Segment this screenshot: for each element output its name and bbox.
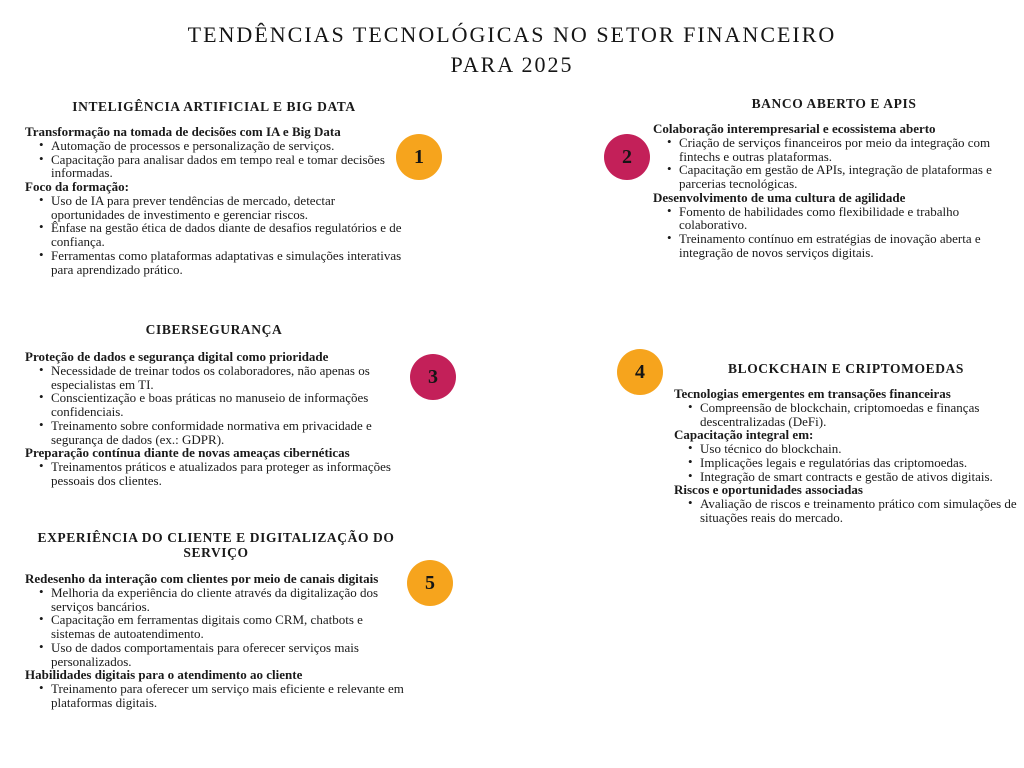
group-label: Preparação contínua diante de novas ameaças cibernéticas xyxy=(25,445,350,461)
section-ciberseguranca xyxy=(25,322,403,488)
section-5-body xyxy=(25,572,407,710)
group-label: Colaboração interempresarial e ecossistema aberto xyxy=(653,121,936,136)
badge-number-5: 5 xyxy=(425,571,435,594)
bullet-item: • Compreensão de blockchain, criptomoedas e finanças descentralizadas (DeFi). xyxy=(674,401,1018,429)
group-label: Habilidades digitais para o atendimento ao cliente xyxy=(25,667,303,683)
bullet-item: • Fomento de habilidades como flexibilidade e trabalho colaborativo. xyxy=(653,205,1015,233)
bullet-item: • Capacitação para analisar dados em tempo real e tomar decisões informadas. xyxy=(25,153,403,181)
section-number-badge-4 xyxy=(617,349,663,395)
group-label: Tecnologias emergentes em transações financeiras xyxy=(674,386,951,401)
group-label: Redesenho da interação com clientes por meio de canais digitais xyxy=(25,571,379,586)
section-banco-aberto-apis xyxy=(653,96,1015,260)
badge-number-1: 1 xyxy=(414,145,424,168)
bullet-item: • Automação de processos e personalização de serviços. xyxy=(25,139,403,153)
group-label: Foco da formação: xyxy=(25,179,129,195)
section-3-body xyxy=(25,350,403,488)
page-title-line-1: TENDÊNCIAS TECNOLÓGICAS NO SETOR FINANCEIRO xyxy=(187,22,837,47)
bullet-item: • Necessidade de treinar todos os colaboradores, não apenas os especialistas em TI. xyxy=(25,364,403,392)
section-number-badge-3 xyxy=(410,354,456,400)
section-1-heading: INTELIGÊNCIA ARTIFICIAL E BIG DATA xyxy=(72,99,356,114)
group-label: Capacitação integral em: xyxy=(674,427,814,443)
section-inteligencia-artificial-big-data xyxy=(25,99,403,276)
bullet-item: • Treinamento sobre conformidade normativa em privacidade e segurança de dados (ex.: GDPR). xyxy=(25,419,403,447)
badge-number-3: 3 xyxy=(428,365,438,388)
section-number-badge-2 xyxy=(604,134,650,180)
section-number-badge-1 xyxy=(396,134,442,180)
section-2-heading: BANCO ABERTO E APIS xyxy=(751,96,917,111)
bullet-item: • Treinamento para oferecer um serviço mais eficiente e relevante em plataformas digitais. xyxy=(25,682,407,710)
section-1-body xyxy=(25,125,403,276)
group-label: Proteção de dados e segurança digital como prioridade xyxy=(25,349,329,364)
section-4-body xyxy=(674,387,1018,525)
bullet-item: • Uso de IA para prever tendências de mercado, detectar oportunidades de investimento e gerenciar riscos. xyxy=(25,194,403,222)
bullet-item: • Criação de serviços financeiros por meio da integração com fintechs e outras plataformas. xyxy=(653,136,1015,164)
page-title xyxy=(0,20,1024,80)
badge-number-4: 4 xyxy=(635,360,645,383)
section-2-body xyxy=(653,122,1015,260)
page-title-line-2: PARA 2025 xyxy=(450,52,574,77)
bullet-item: • Conscientização e boas práticas no manuseio de informações confidenciais. xyxy=(25,391,403,419)
badge-number-2: 2 xyxy=(622,145,632,168)
section-number-badge-5 xyxy=(407,560,453,606)
group-label: Desenvolvimento de uma cultura de agilidade xyxy=(653,189,906,205)
section-experiencia-cliente-digitalizacao xyxy=(25,530,407,710)
group-label: Transformação na tomada de decisões com IA e Big Data xyxy=(25,124,341,139)
bullet-item: • Treinamento contínuo em estratégias de inovação aberta e integração de novos serviços digitais. xyxy=(653,232,1015,260)
bullet-item: • Capacitação em ferramentas digitais como CRM, chatbots e sistemas de autoatendimento. xyxy=(25,613,407,641)
bullet-item: • Melhoria da experiência do cliente através da digitalização dos serviços bancários. xyxy=(25,586,407,614)
bullet-item: • Capacitação em gestão de APIs, integração de plataformas e parcerias tecnológicas. xyxy=(653,163,1015,191)
bullet-item: • Integração de smart contracts e gestão de ativos digitais. xyxy=(674,470,1018,484)
section-3-heading: CIBERSEGURANÇA xyxy=(145,322,283,337)
bullet-item: • Treinamentos práticos e atualizados para proteger as informações pessoais dos clientes. xyxy=(25,460,403,488)
bullet-item: • Uso técnico do blockchain. xyxy=(674,442,1018,456)
section-5-heading: EXPERIÊNCIA DO CLIENTE E DIGITALIZAÇÃO DO SERVIÇO xyxy=(37,530,395,560)
bullet-item: • Ferramentas como plataformas adaptativas e simulações interativas para aprendizado prático. xyxy=(25,249,403,277)
bullet-item: • Ênfase na gestão ética de dados diante de desafios regulatórios e de confiança. xyxy=(25,221,403,249)
bullet-item: • Implicações legais e regulatórias das criptomoedas. xyxy=(674,456,1018,470)
group-label: Riscos e oportunidades associadas xyxy=(674,482,863,498)
bullet-item: • Uso de dados comportamentais para oferecer serviços mais personalizados. xyxy=(25,641,407,669)
bullet-item: • Avaliação de riscos e treinamento prático com simulações de situações reais do mercado. xyxy=(674,497,1018,525)
section-blockchain-criptomoedas xyxy=(674,361,1018,525)
section-4-heading: BLOCKCHAIN E CRIPTOMOEDAS xyxy=(727,361,965,376)
